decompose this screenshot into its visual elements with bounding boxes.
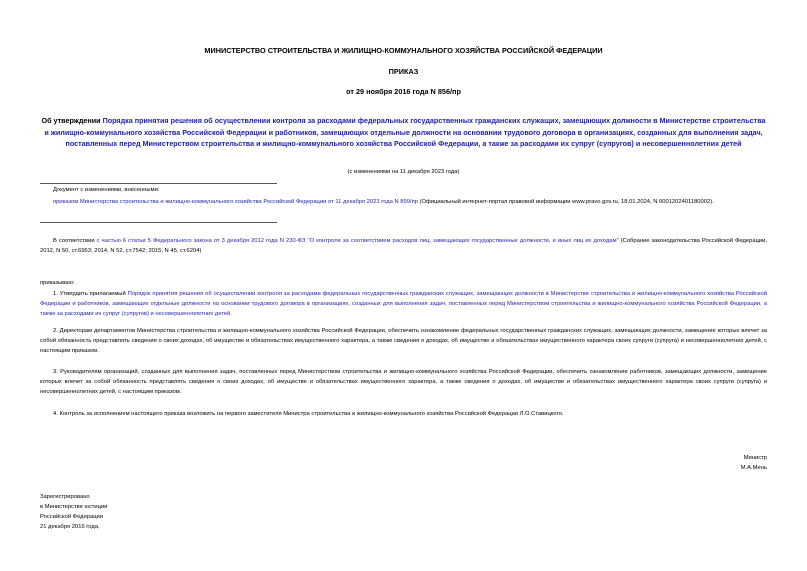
registration-line-1: Зарегистрировано	[40, 494, 90, 500]
registration-line-4: 21 декабря 2016 года,	[40, 524, 100, 530]
signature-name: М.А.Мень	[740, 465, 767, 471]
preamble-rest: (Собрание законодательства Российской Федерации, 2012, N 50, ст.6953; 2014, N 52, ст.7542; 2015, N 45, ст.6204)	[40, 238, 767, 254]
registration-line-2: в Министерстве юстиции	[40, 504, 108, 510]
item-1-link[interactable]: Порядок принятия решения об осуществлении контроля за расходами федеральных государственных гражданских служащих, замещающих должности в Министерстве строительства и жилищно-коммунального хозяйства Российской Федерации и работников, замещающих отдельные должности на основании трудового договора в организациях, созданных для выполнения задач, поставленных перед Министерством строительства и жилищно-коммунального хозяйства Российской Федерации, а также за расходами их супруг (супругов) и несовершеннолетних детей	[40, 291, 767, 317]
title-link[interactable]: Порядка принятия решения об осуществлении контроля за расходами федеральных государственных гражданских служащих, замещающих должности в Министерстве строительства и жилищно-коммунального хозяйства Российской Федерации и работников, замещающих отдельные должности на основании трудового договора в организациях, созданных для выполнения задач, поставленных перед Министерством строительства и жилищно-коммунального хозяйства Российской Федерации, а также за расходами их супруг (супругов) и несовершеннолетних детей	[44, 116, 766, 148]
item-1-end: .	[230, 311, 232, 317]
document-title	[40, 115, 767, 150]
item-4: 4. Контроль за исполнением настоящего приказа возложить на первого заместителя Министра строительства и жилищно-коммунального хозяйства Российской Федерации Л.О.Ставицкого.	[53, 411, 564, 417]
doc-type-heading: ПРИКАЗ	[388, 67, 419, 76]
date-number-heading: от 29 ноября 2016 года N 856/пр	[346, 87, 461, 96]
ministry-heading: МИНИСТЕРСТВО СТРОИТЕЛЬСТВА И ЖИЛИЩНО-КОММУНАЛЬНОГО ХОЗЯЙСТВА РОССИЙСКОЙ ФЕДЕРАЦИИ	[204, 46, 603, 55]
divider-top	[40, 183, 277, 184]
amendments-note: (с изменениями на 11 декабря 2023 года)	[347, 169, 460, 175]
changes-intro: Документ с изменениями, внесенными:	[53, 187, 160, 193]
item-3: 3. Руководителям организаций, созданных для выполнения задач, поставленных перед Министерством строительства и жилищно-коммунального хозяйства Российской Федерации, обеспечить ознакомление работников, замещающих должности, замещение которых влечет за собой обязанность представлять сведения о своих доходах, об имуществе и обязательствах имущественного характера, а также сведения о доходах, об имуществе и обязательствах имущественного характера своих супруги (супруга) и несовершеннолетних детей, с настоящим приказом.	[40, 369, 767, 395]
changes-link[interactable]: приказом Министерства строительства и жилищно-коммунального хозяйства Российской Федерации от 11 декабря 2023 года N 899/пр	[53, 199, 418, 205]
preamble-paragraph	[40, 236, 767, 256]
order-word: приказываю:	[40, 280, 75, 286]
divider-bottom	[40, 222, 277, 223]
item-1-prefix: 1. Утвердить прилагаемый	[53, 291, 128, 297]
changes-rest: (Официальный интернет-портал правовой информации www.pravo.gov.ru, 18.01.2024, N 0001202401180002).	[417, 199, 714, 205]
changes-paragraph	[40, 197, 767, 207]
item-1	[40, 289, 767, 319]
preamble-link[interactable]: с частью 6 статьи 5 Федерального закона от 3 декабря 2012 года N 230-ФЗ "О контроле за соответствием расходов лиц, замещающих государственные должности, и иных лиц их доходам"	[96, 238, 619, 244]
item-2: 2. Директорам департаментов Министерства строительства и жилищно-коммунального хозяйства Российской Федерации, обеспечить ознакомление федеральных государственных гражданских служащих, замещающих должности, замещение которых влечет за собой обязанность представлять сведения о своих доходах, об имуществе и обязательствах имущественного характера, а также сведения о доходах, об имуществе и обязательствах имущественного характера своих супруги (супруга) и несовершеннолетних детей, с настоящим приказом.	[40, 328, 767, 354]
title-prefix: Об утверждении	[41, 116, 103, 125]
preamble-prefix: В соответствии	[53, 238, 97, 244]
signature-position: Министр	[743, 455, 767, 461]
registration-line-3: Российской Федерации	[40, 514, 104, 520]
